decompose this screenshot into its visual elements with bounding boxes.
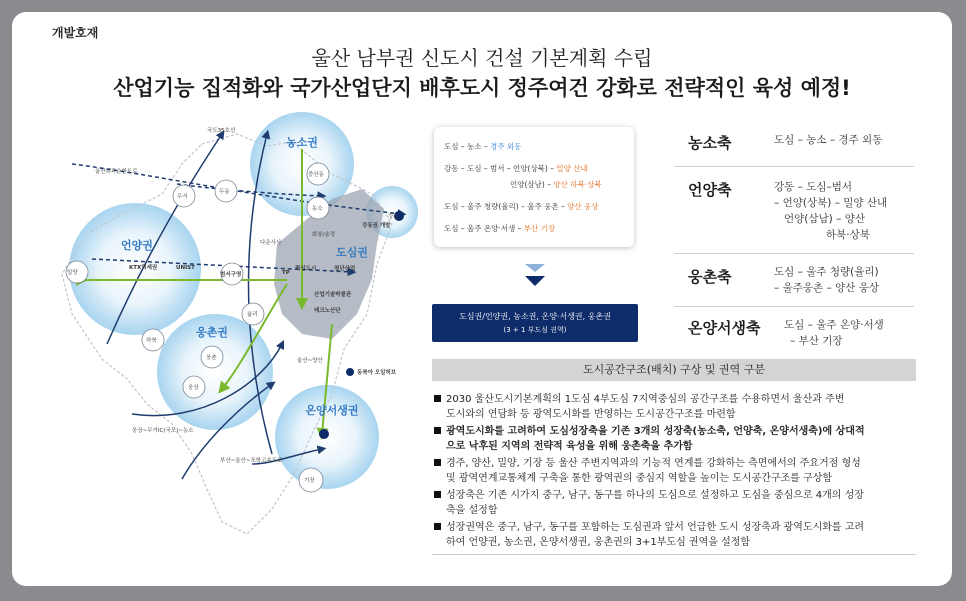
- label-onyang: 온양서생권: [305, 404, 359, 417]
- label-ungchon-pt: 웅촌: [206, 355, 217, 361]
- axis-row-eonyang: [674, 166, 914, 253]
- flow-line-2: 강동 – 도심 – 범서 – 언양(상북) – 밀양 산내: [444, 164, 588, 173]
- label-habuk: 하북: [146, 338, 157, 344]
- label-eonyang: 언양권: [121, 239, 153, 252]
- regional-map: [32, 104, 432, 574]
- label-nongso-pt: 농소: [312, 206, 323, 212]
- label-road-busan: 부산~울산~포항고속도로: [220, 458, 283, 464]
- axis-row-onyang: [674, 306, 914, 357]
- section-title-bar: 도시공간구조(배치) 구상 및 권역 구분: [432, 359, 916, 381]
- flow-line-3: 언양(삼남) – 양산 하북·상북: [510, 180, 602, 189]
- label-beomseo: 범서구영: [220, 272, 242, 278]
- label-ring: 울산외곽순환도로: [95, 169, 138, 175]
- label-ungsang: 웅상: [188, 385, 199, 391]
- onyang-dot: [319, 429, 329, 439]
- axis-row-nongso: [674, 122, 914, 166]
- category-tag: 개발호재: [52, 26, 99, 40]
- label-duseo: 두서: [177, 194, 188, 200]
- down-arrow-icon: [525, 264, 545, 290]
- label-nongso: 농소권: [286, 136, 318, 149]
- label-jungsan: 중산동: [308, 172, 324, 178]
- axis-desc: 도심 – 농소 – 경주 외동: [774, 134, 883, 146]
- label-ungchon: 웅촌권: [196, 326, 228, 339]
- core-region-box: [432, 304, 638, 342]
- label-techno: 테크노산단: [314, 308, 341, 314]
- label-tp: TP: [282, 270, 290, 276]
- label-gangdong-dev: 강동권 개발: [362, 223, 391, 229]
- label-dudong: 두동: [219, 189, 230, 195]
- axis-name: 웅촌축: [688, 268, 732, 286]
- bottom-divider: [432, 554, 916, 555]
- label-ulsan-yangsan: 울산~양산: [297, 358, 323, 364]
- label-cheongdan: 첨단산업: [334, 266, 356, 272]
- label-gijang: 기장: [304, 478, 315, 484]
- label-milyang: 밀양: [67, 270, 78, 276]
- axis-name: 온양서생축: [688, 319, 761, 337]
- label-museum: 산업기술박물관: [314, 292, 352, 298]
- page-title: 울산 남부권 신도시 건설 기본계획 수립: [311, 46, 653, 70]
- growth-axes-list: [674, 122, 914, 357]
- axis-name: 언양축: [688, 181, 732, 199]
- axis-flow-box: [434, 127, 634, 247]
- page-subtitle: 산업기능 집적화와 국가산업단지 배후도시 정주여건 강화로 전략적인 육성 예정!: [113, 76, 851, 100]
- label-hyeoksin: 혁신도시: [295, 266, 317, 272]
- flow-line-4: 도심 – 울주 청량(율리) – 울주 웅촌 – 양산 웅상: [444, 202, 599, 211]
- axis-row-ungchon: [674, 253, 914, 306]
- label-yulli: 율리: [247, 312, 258, 318]
- infographic-card: 개발호재 울산 남부권 신도시 건설 기본계획 수립 산업기능 집적화와 국가산업단지 배후도시 정주여건 강화로 전략적인 육성 예정! 농소권 언양권 웅촌권 온양서생권 도심권 국도35호선 울산외곽순환도로 밀양 KTX역세권 UNIST 두서 두동 범서구영 다운사사 TP 혁신도시 첨단산업 산업기술박물관 테크노산단 중산동 농소 화봉/송정 강동 강동권 개발 율리 하북 웅촌 웅상 울산~양산 동북아 오일허브 웅상~무거IC(국도)~농소 부산~울산~포항고속도로 기장 도심 – 농소 – 경주 외동 강동 – 도심 – 범서 – 언양(상북) – 밀양 산내 언양(삼남) – 양산 하북·상북 도심 – 울주 청량(율리) – 울주 웅촌 – 양산 웅상 도심 – 울주 온양·서생 – 부산 기장 도심권/언양권, 농소권, 온양·서생권, 웅촌권 (3 + 1 부도심 권역) 농소축 도심 – 농소 – 경주 외동 언양축 강동 – 도심–범서 – 언양(상북) – 밀양 산내 언양(삼남) – 양산 하북·상북 웅촌축 도심 – 울주 청량(율리) – 울주웅촌 – 양산 웅상 온양서생축 도심 – 울주 온양·서생 – 부산 기장 도시공간구조(배치) 구상 및 권역 구분 2030 울산도시기본계획의 1도심 4부도심 7지역중심의 공간구조를 수용하면서 울산과 주변 도시와의 연담화 등 광역도시화를 반영하는 도시공간구조를 마련함 광역도시화를 고려하여 도심성장축을 기존 3개의 성장축(농소축, 언양축, 온양서생축)에 상대적 으로 낙후된 지역의 전략적 육성을 위해 웅촌축을 추가함 경주, 양산, 밀양, 기장 등 울산 주변지역과의 기능적 연계를 강화하는 측면에서의 주요거점 형성 및 광역연계교통체계 구축을 통한 광역권의 중심지 역할을 높이는 도시공간구조를 구상함 성장축은 기존 시가지 중구, 남구, 동구를 하나의 도심으로 설정하고 도심을 중심으로 4개의 성장 축을 설정함 성장권역은 중구, 남구, 동구를 포함하는 도심권과 앞서 언급한 도시 성장축과 광역도시화를 고려 하여 언양권, 농소권, 온양서생권, 웅촌권의 3+1부도심 권역을 설정함: [12, 12, 952, 586]
- label-route35: 국도35호선: [207, 128, 236, 134]
- flow-line-1: 도심 – 농소 – 경주 외동: [444, 142, 522, 151]
- axis-desc: 도심 – 울주 온양·서생 – 부산 기장: [784, 319, 884, 347]
- label-dabun: 다운사사: [260, 240, 282, 246]
- axis-desc: 강동 – 도심–범서 – 언양(상북) – 밀양 산내 언양(삼남) – 양산 하북·상북: [774, 181, 888, 241]
- label-oilhub: 동북아 오일허브: [357, 370, 397, 376]
- axis-name: 농소축: [688, 134, 732, 152]
- label-dosim: 도심권: [336, 246, 368, 259]
- core-line-1: 도심권/언양권, 농소권, 온양·서생권, 웅촌권: [459, 312, 611, 321]
- label-road-ungsang: 웅상~무거IC(국도)~농소: [132, 428, 194, 434]
- label-hwabong: 화봉/송정: [312, 232, 336, 238]
- flow-line-5: 도심 – 울주 온양·서생 – 부산 기장: [444, 224, 556, 233]
- core-line-2: (3 + 1 부도심 권역): [503, 326, 567, 334]
- label-gangdong: 강동: [388, 214, 399, 220]
- axis-desc: 도심 – 울주 청량(율리) – 울주웅촌 – 양산 웅상: [774, 266, 879, 294]
- label-ktx: KTX역세권: [129, 265, 158, 271]
- label-unist: UNIST: [176, 265, 195, 271]
- oilhub-dot: [346, 368, 354, 376]
